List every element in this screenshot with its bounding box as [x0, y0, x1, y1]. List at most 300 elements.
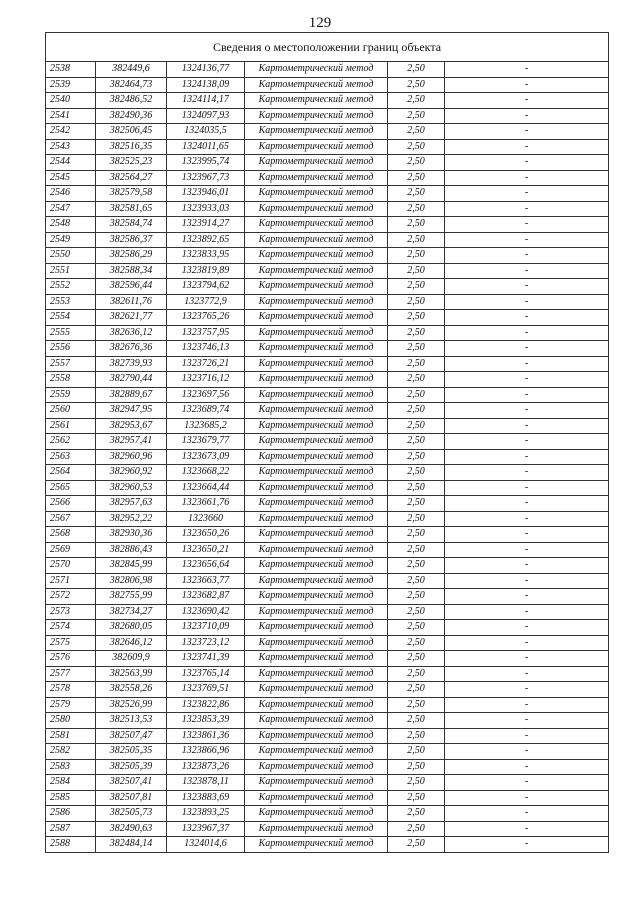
description-cell: - [445, 77, 609, 93]
precision-cell: 2,50 [388, 573, 445, 589]
y-coordinate-cell: 1324136,77 [167, 62, 245, 78]
x-coordinate-cell: 382584,74 [96, 217, 167, 233]
precision-cell: 2,50 [388, 465, 445, 481]
table-row [46, 496, 609, 512]
precision-cell: 2,50 [388, 108, 445, 124]
y-coordinate-cell: 1323650,26 [167, 527, 245, 543]
x-coordinate-cell: 382734,27 [96, 604, 167, 620]
method-cell: Картометрический метод [245, 527, 388, 543]
table-row [46, 620, 609, 636]
table-row [46, 170, 609, 186]
precision-cell: 2,50 [388, 651, 445, 667]
description-cell: - [445, 217, 609, 233]
precision-cell: 2,50 [388, 170, 445, 186]
y-coordinate-cell: 1323866,96 [167, 744, 245, 760]
point-number-cell: 2552 [46, 279, 96, 295]
table-row [46, 790, 609, 806]
precision-cell: 2,50 [388, 837, 445, 853]
point-number-cell: 2539 [46, 77, 96, 93]
table-row [46, 201, 609, 217]
precision-cell: 2,50 [388, 263, 445, 279]
point-number-cell: 2538 [46, 62, 96, 78]
point-number-cell: 2542 [46, 124, 96, 140]
precision-cell: 2,50 [388, 310, 445, 326]
method-cell: Картометрический метод [245, 651, 388, 667]
description-cell: - [445, 589, 609, 605]
x-coordinate-cell: 382889,67 [96, 387, 167, 403]
x-coordinate-cell: 382621,77 [96, 310, 167, 326]
method-cell: Картометрический метод [245, 93, 388, 109]
table-row [46, 527, 609, 543]
x-coordinate-cell: 382490,63 [96, 821, 167, 837]
method-cell: Картометрический метод [245, 511, 388, 527]
y-coordinate-cell: 1323892,65 [167, 232, 245, 248]
y-coordinate-cell: 1323833,95 [167, 248, 245, 264]
precision-cell: 2,50 [388, 806, 445, 822]
table-row [46, 480, 609, 496]
precision-cell: 2,50 [388, 775, 445, 791]
precision-cell: 2,50 [388, 77, 445, 93]
point-number-cell: 2577 [46, 666, 96, 682]
point-number-cell: 2545 [46, 170, 96, 186]
y-coordinate-cell: 1323663,77 [167, 573, 245, 589]
point-number-cell: 2556 [46, 341, 96, 357]
y-coordinate-cell: 1323883,69 [167, 790, 245, 806]
table-row [46, 589, 609, 605]
description-cell: - [445, 713, 609, 729]
description-cell: - [445, 651, 609, 667]
y-coordinate-cell: 1323861,36 [167, 728, 245, 744]
description-cell: - [445, 666, 609, 682]
precision-cell: 2,50 [388, 186, 445, 202]
y-coordinate-cell: 1324097,93 [167, 108, 245, 124]
point-number-cell: 2546 [46, 186, 96, 202]
precision-cell: 2,50 [388, 62, 445, 78]
x-coordinate-cell: 382586,29 [96, 248, 167, 264]
x-coordinate-cell: 382960,92 [96, 465, 167, 481]
table-row [46, 139, 609, 155]
table-row [46, 728, 609, 744]
method-cell: Картометрический метод [245, 666, 388, 682]
y-coordinate-cell: 1323690,42 [167, 604, 245, 620]
method-cell: Картометрический метод [245, 403, 388, 419]
precision-cell: 2,50 [388, 403, 445, 419]
point-number-cell: 2582 [46, 744, 96, 760]
precision-cell: 2,50 [388, 201, 445, 217]
method-cell: Картометрический метод [245, 77, 388, 93]
description-cell: - [445, 635, 609, 651]
y-coordinate-cell: 1323716,12 [167, 372, 245, 388]
x-coordinate-cell: 382930,36 [96, 527, 167, 543]
y-coordinate-cell: 1323660 [167, 511, 245, 527]
y-coordinate-cell: 1323878,11 [167, 775, 245, 791]
method-cell: Картометрический метод [245, 108, 388, 124]
x-coordinate-cell: 382526,99 [96, 697, 167, 713]
y-coordinate-cell: 1323873,26 [167, 759, 245, 775]
precision-cell: 2,50 [388, 697, 445, 713]
point-number-cell: 2547 [46, 201, 96, 217]
y-coordinate-cell: 1323689,74 [167, 403, 245, 419]
description-cell: - [445, 279, 609, 295]
precision-cell: 2,50 [388, 155, 445, 171]
x-coordinate-cell: 382490,36 [96, 108, 167, 124]
table-row [46, 558, 609, 574]
precision-cell: 2,50 [388, 713, 445, 729]
x-coordinate-cell: 382484,14 [96, 837, 167, 853]
description-cell: - [445, 790, 609, 806]
x-coordinate-cell: 382449,6 [96, 62, 167, 78]
y-coordinate-cell: 1323772,9 [167, 294, 245, 310]
y-coordinate-cell: 1323726,21 [167, 356, 245, 372]
description-cell: - [445, 527, 609, 543]
x-coordinate-cell: 382609,9 [96, 651, 167, 667]
point-number-cell: 2541 [46, 108, 96, 124]
method-cell: Картометрический метод [245, 294, 388, 310]
precision-cell: 2,50 [388, 248, 445, 264]
table-row [46, 341, 609, 357]
precision-cell: 2,50 [388, 93, 445, 109]
description-cell: - [445, 155, 609, 171]
y-coordinate-cell: 1323995,74 [167, 155, 245, 171]
point-number-cell: 2574 [46, 620, 96, 636]
table-row [46, 248, 609, 264]
description-cell: - [445, 759, 609, 775]
precision-cell: 2,50 [388, 294, 445, 310]
point-number-cell: 2563 [46, 449, 96, 465]
method-cell: Картометрический метод [245, 635, 388, 651]
precision-cell: 2,50 [388, 217, 445, 233]
point-number-cell: 2585 [46, 790, 96, 806]
description-cell: - [445, 542, 609, 558]
x-coordinate-cell: 382596,44 [96, 279, 167, 295]
method-cell: Картометрический метод [245, 790, 388, 806]
description-cell: - [445, 341, 609, 357]
description-cell: - [445, 294, 609, 310]
method-cell: Картометрический метод [245, 434, 388, 450]
description-cell: - [445, 573, 609, 589]
point-number-cell: 2559 [46, 387, 96, 403]
table-row [46, 325, 609, 341]
method-cell: Картометрический метод [245, 170, 388, 186]
precision-cell: 2,50 [388, 527, 445, 543]
description-cell: - [445, 775, 609, 791]
precision-cell: 2,50 [388, 232, 445, 248]
precision-cell: 2,50 [388, 325, 445, 341]
y-coordinate-cell: 1324114,17 [167, 93, 245, 109]
boundary-table [45, 32, 609, 853]
method-cell: Картометрический метод [245, 310, 388, 326]
precision-cell: 2,50 [388, 759, 445, 775]
point-number-cell: 2586 [46, 806, 96, 822]
method-cell: Картометрический метод [245, 372, 388, 388]
table-row [46, 511, 609, 527]
point-number-cell: 2578 [46, 682, 96, 698]
table-row [46, 759, 609, 775]
table-row [46, 744, 609, 760]
table-row [46, 635, 609, 651]
precision-cell: 2,50 [388, 279, 445, 295]
y-coordinate-cell: 1323967,73 [167, 170, 245, 186]
precision-cell: 2,50 [388, 744, 445, 760]
y-coordinate-cell: 1323819,89 [167, 263, 245, 279]
description-cell: - [445, 356, 609, 372]
precision-cell: 2,50 [388, 434, 445, 450]
y-coordinate-cell: 1323682,87 [167, 589, 245, 605]
table-row [46, 775, 609, 791]
description-cell: - [445, 418, 609, 434]
point-number-cell: 2571 [46, 573, 96, 589]
table-title-row [46, 33, 609, 62]
precision-cell: 2,50 [388, 372, 445, 388]
precision-cell: 2,50 [388, 558, 445, 574]
table-row [46, 108, 609, 124]
point-number-cell: 2554 [46, 310, 96, 326]
table-row [46, 124, 609, 140]
x-coordinate-cell: 382558,26 [96, 682, 167, 698]
point-number-cell: 2561 [46, 418, 96, 434]
x-coordinate-cell: 382806,98 [96, 573, 167, 589]
table-row [46, 310, 609, 326]
table-row [46, 294, 609, 310]
point-number-cell: 2555 [46, 325, 96, 341]
y-coordinate-cell: 1323822,86 [167, 697, 245, 713]
method-cell: Картометрический метод [245, 604, 388, 620]
point-number-cell: 2584 [46, 775, 96, 791]
precision-cell: 2,50 [388, 418, 445, 434]
x-coordinate-cell: 382646,12 [96, 635, 167, 651]
table-row [46, 186, 609, 202]
x-coordinate-cell: 382611,76 [96, 294, 167, 310]
table-row [46, 682, 609, 698]
point-number-cell: 2581 [46, 728, 96, 744]
description-cell: - [445, 124, 609, 140]
point-number-cell: 2568 [46, 527, 96, 543]
method-cell: Картометрический метод [245, 682, 388, 698]
y-coordinate-cell: 1323769,51 [167, 682, 245, 698]
x-coordinate-cell: 382845,99 [96, 558, 167, 574]
point-number-cell: 2564 [46, 465, 96, 481]
x-coordinate-cell: 382579,58 [96, 186, 167, 202]
x-coordinate-cell: 382505,35 [96, 744, 167, 760]
description-cell: - [445, 744, 609, 760]
x-coordinate-cell: 382953,67 [96, 418, 167, 434]
description-cell: - [445, 558, 609, 574]
x-coordinate-cell: 382507,41 [96, 775, 167, 791]
x-coordinate-cell: 382960,53 [96, 480, 167, 496]
precision-cell: 2,50 [388, 124, 445, 140]
method-cell: Картометрический метод [245, 558, 388, 574]
method-cell: Картометрический метод [245, 124, 388, 140]
method-cell: Картометрический метод [245, 728, 388, 744]
y-coordinate-cell: 1323650,21 [167, 542, 245, 558]
point-number-cell: 2569 [46, 542, 96, 558]
description-cell: - [445, 139, 609, 155]
table-row [46, 449, 609, 465]
method-cell: Картометрический метод [245, 759, 388, 775]
point-number-cell: 2562 [46, 434, 96, 450]
precision-cell: 2,50 [388, 139, 445, 155]
point-number-cell: 2570 [46, 558, 96, 574]
table-row [46, 465, 609, 481]
table-row [46, 403, 609, 419]
precision-cell: 2,50 [388, 620, 445, 636]
y-coordinate-cell: 1323933,03 [167, 201, 245, 217]
x-coordinate-cell: 382755,99 [96, 589, 167, 605]
y-coordinate-cell: 1323967,37 [167, 821, 245, 837]
description-cell: - [445, 248, 609, 264]
y-coordinate-cell: 1323914,27 [167, 217, 245, 233]
description-cell: - [445, 697, 609, 713]
table-row [46, 713, 609, 729]
point-number-cell: 2572 [46, 589, 96, 605]
description-cell: - [445, 620, 609, 636]
point-number-cell: 2548 [46, 217, 96, 233]
table-row [46, 837, 609, 853]
y-coordinate-cell: 1323668,22 [167, 465, 245, 481]
description-cell: - [445, 186, 609, 202]
description-cell: - [445, 62, 609, 78]
description-cell: - [445, 108, 609, 124]
x-coordinate-cell: 382739,93 [96, 356, 167, 372]
method-cell: Картометрический метод [245, 496, 388, 512]
precision-cell: 2,50 [388, 728, 445, 744]
x-coordinate-cell: 382505,39 [96, 759, 167, 775]
precision-cell: 2,50 [388, 790, 445, 806]
table-row [46, 573, 609, 589]
y-coordinate-cell: 1323794,62 [167, 279, 245, 295]
x-coordinate-cell: 382957,41 [96, 434, 167, 450]
x-coordinate-cell: 382505,73 [96, 806, 167, 822]
table-row [46, 217, 609, 233]
method-cell: Картометрический метод [245, 201, 388, 217]
method-cell: Картометрический метод [245, 837, 388, 853]
method-cell: Картометрический метод [245, 232, 388, 248]
method-cell: Картометрический метод [245, 449, 388, 465]
point-number-cell: 2558 [46, 372, 96, 388]
table-row [46, 62, 609, 78]
description-cell: - [445, 821, 609, 837]
method-cell: Картометрический метод [245, 341, 388, 357]
description-cell: - [445, 496, 609, 512]
method-cell: Картометрический метод [245, 589, 388, 605]
method-cell: Картометрический метод [245, 573, 388, 589]
method-cell: Картометрический метод [245, 821, 388, 837]
point-number-cell: 2549 [46, 232, 96, 248]
x-coordinate-cell: 382525,23 [96, 155, 167, 171]
method-cell: Картометрический метод [245, 387, 388, 403]
method-cell: Картометрический метод [245, 186, 388, 202]
description-cell: - [445, 93, 609, 109]
x-coordinate-cell: 382507,47 [96, 728, 167, 744]
point-number-cell: 2543 [46, 139, 96, 155]
x-coordinate-cell: 382486,52 [96, 93, 167, 109]
precision-cell: 2,50 [388, 821, 445, 837]
y-coordinate-cell: 1323679,77 [167, 434, 245, 450]
point-number-cell: 2557 [46, 356, 96, 372]
precision-cell: 2,50 [388, 480, 445, 496]
y-coordinate-cell: 1323893,25 [167, 806, 245, 822]
y-coordinate-cell: 1323673,09 [167, 449, 245, 465]
description-cell: - [445, 449, 609, 465]
precision-cell: 2,50 [388, 356, 445, 372]
x-coordinate-cell: 382507,81 [96, 790, 167, 806]
y-coordinate-cell: 1324035,5 [167, 124, 245, 140]
method-cell: Картометрический метод [245, 325, 388, 341]
description-cell: - [445, 325, 609, 341]
point-number-cell: 2567 [46, 511, 96, 527]
description-cell: - [445, 170, 609, 186]
precision-cell: 2,50 [388, 589, 445, 605]
method-cell: Картометрический метод [245, 713, 388, 729]
description-cell: - [445, 201, 609, 217]
description-cell: - [445, 465, 609, 481]
table-title: Сведения о местоположении границ объекта [46, 33, 609, 62]
description-cell: - [445, 682, 609, 698]
method-cell: Картометрический метод [245, 542, 388, 558]
x-coordinate-cell: 382636,12 [96, 325, 167, 341]
method-cell: Картометрический метод [245, 465, 388, 481]
y-coordinate-cell: 1323853,39 [167, 713, 245, 729]
description-cell: - [445, 604, 609, 620]
x-coordinate-cell: 382960,96 [96, 449, 167, 465]
description-cell: - [445, 728, 609, 744]
table-row [46, 232, 609, 248]
method-cell: Картометрический метод [245, 697, 388, 713]
point-number-cell: 2588 [46, 837, 96, 853]
point-number-cell: 2580 [46, 713, 96, 729]
description-cell: - [445, 511, 609, 527]
y-coordinate-cell: 1324011,65 [167, 139, 245, 155]
table-row [46, 542, 609, 558]
table-row [46, 821, 609, 837]
description-cell: - [445, 403, 609, 419]
x-coordinate-cell: 382464,73 [96, 77, 167, 93]
method-cell: Картометрический метод [245, 418, 388, 434]
point-number-cell: 2560 [46, 403, 96, 419]
x-coordinate-cell: 382957,63 [96, 496, 167, 512]
page-number: 129 [308, 15, 332, 31]
table-row [46, 93, 609, 109]
y-coordinate-cell: 1324014,6 [167, 837, 245, 853]
y-coordinate-cell: 1323741,39 [167, 651, 245, 667]
point-number-cell: 2553 [46, 294, 96, 310]
point-number-cell: 2551 [46, 263, 96, 279]
x-coordinate-cell: 382790,44 [96, 372, 167, 388]
description-cell: - [445, 232, 609, 248]
method-cell: Картометрический метод [245, 217, 388, 233]
point-number-cell: 2544 [46, 155, 96, 171]
table-row [46, 155, 609, 171]
point-number-cell: 2566 [46, 496, 96, 512]
x-coordinate-cell: 382516,35 [96, 139, 167, 155]
precision-cell: 2,50 [388, 604, 445, 620]
point-number-cell: 2587 [46, 821, 96, 837]
y-coordinate-cell: 1323656,64 [167, 558, 245, 574]
point-number-cell: 2579 [46, 697, 96, 713]
description-cell: - [445, 387, 609, 403]
method-cell: Картометрический метод [245, 248, 388, 264]
y-coordinate-cell: 1323946,01 [167, 186, 245, 202]
x-coordinate-cell: 382581,65 [96, 201, 167, 217]
x-coordinate-cell: 382947,95 [96, 403, 167, 419]
x-coordinate-cell: 382586,37 [96, 232, 167, 248]
method-cell: Картометрический метод [245, 806, 388, 822]
precision-cell: 2,50 [388, 341, 445, 357]
table-row [46, 806, 609, 822]
y-coordinate-cell: 1324138,09 [167, 77, 245, 93]
method-cell: Картометрический метод [245, 775, 388, 791]
table-row [46, 387, 609, 403]
